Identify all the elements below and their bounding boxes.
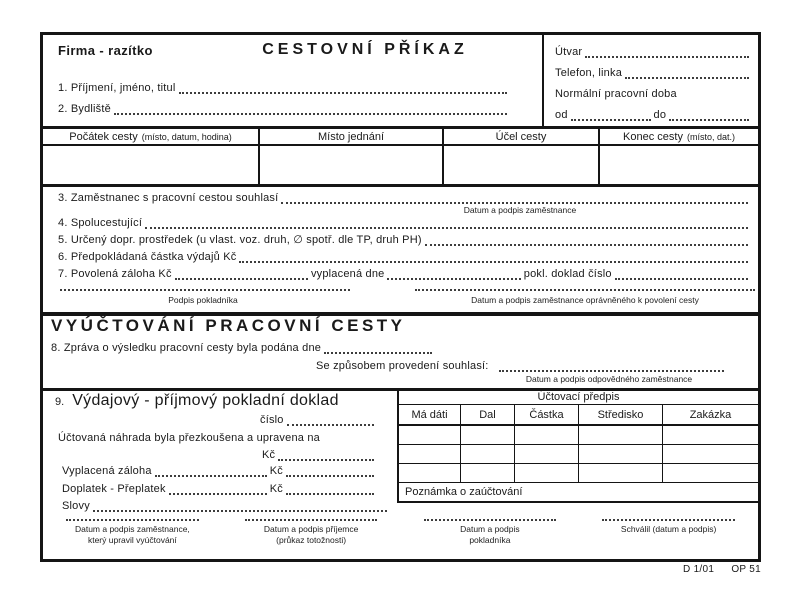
acct-cell[interactable] [515,445,579,463]
consent-row [58,191,751,205]
field-od[interactable] [571,118,651,121]
acct-cell[interactable] [399,445,461,463]
advance-label: 7. Povolená záloha Kč [58,268,172,280]
acct-cell[interactable] [579,426,663,444]
trip-table [43,126,758,187]
trip-col-header-start [43,129,260,146]
acct-cell[interactable] [461,426,515,444]
telefon-row [555,66,752,80]
acct-cell[interactable] [663,464,758,482]
do-label: do [653,109,667,121]
accounting-note-label: Poznámka o zaúčtování [399,483,758,503]
acct-cell[interactable] [461,445,515,463]
expected-costs-label: 6. Předpokládaná částka výdajů Kč [58,251,237,263]
acct-cell[interactable] [399,464,461,482]
words-label: Slovy [62,500,90,512]
signature-caption: Datum a podpis [460,524,520,534]
accounting-table-header [399,405,758,426]
reviewed-row [58,431,320,445]
reviewed-kc-row [262,448,377,462]
signature-caption: pokladníka [469,534,511,545]
field-doc-number[interactable] [615,277,748,280]
acct-cell[interactable] [515,464,579,482]
signature-caption: Datum a podpis zaměstnance, [74,524,190,534]
col-ma-dati: Má dáti [399,405,461,424]
acct-cell[interactable] [399,426,461,444]
trip-cell-end[interactable] [600,146,758,184]
signature-caption: který upravil vyúčtování [87,534,177,545]
trip-cell-purpose[interactable] [444,146,600,184]
advance-paid-label: Vyplacená záloha [62,465,152,477]
kc-label: Kč [269,465,283,477]
pracovni-doba-label: Normální pracovní doba [555,88,677,100]
reviewed-label: Účtovaná náhrada byla přezkoušena a upravena na [58,432,320,444]
header-right-panel [555,45,752,122]
agree-row [316,359,727,373]
telefon-label: Telefon, linka [555,67,623,79]
signature-caption: Datum a podpis příjemce [263,524,359,534]
signature-block-recipient [222,519,401,545]
field-companions[interactable] [145,226,748,229]
acct-cell[interactable] [663,445,758,463]
expected-costs-row [58,250,751,264]
accounting-table-title: Účtovací předpis [399,391,758,405]
print-code: OP 51 [731,564,761,575]
col-sublabel: (místo, dat.) [686,131,735,142]
col-stredisko: Středisko [579,405,663,424]
signature-block-cashier [401,519,580,545]
field-telefon[interactable] [625,76,749,79]
advance-paid-row [62,464,377,478]
utvar-label: Útvar [555,46,583,58]
acct-cell[interactable] [579,445,663,463]
col-label: Účel cesty [495,130,547,143]
form-code: D 1/01 [682,564,715,575]
field-final-approval-signature[interactable] [602,519,734,521]
name-label: 1. Příjmení, jméno, titul [58,82,176,94]
field-adjuster-signature[interactable] [66,519,198,521]
acct-cell[interactable] [663,426,758,444]
doc-number-label: pokl. doklad číslo [523,268,612,280]
advance-row [58,267,751,281]
accounting-row [399,426,758,445]
words-row [62,499,390,513]
form-codes [0,564,761,575]
header-vertical-divider [542,35,544,126]
acct-cell[interactable] [461,464,515,482]
field-advance-paid[interactable] [155,474,267,477]
accounting-row [399,445,758,464]
col-label: Konec cesty [623,130,683,143]
field-consent[interactable] [281,201,748,204]
trip-cell-start[interactable] [43,146,260,184]
field-amount-words[interactable] [93,509,387,512]
companions-label: 4. Spolucestující [58,217,143,229]
col-sublabel: (místo, datum, hodina) [141,131,232,142]
signature-caption: (průkaz totožnosti) [276,534,347,545]
utvar-row [555,45,752,59]
col-dal: Dal [461,405,515,424]
paid-on-label: vyplacená dne [310,268,385,280]
field-advance-amount[interactable] [175,277,308,280]
signature-block-approver [579,519,758,545]
cislo-label: číslo [260,414,284,426]
field-transport[interactable] [425,243,748,246]
kc-label: Kč [269,483,283,495]
cashier-signature-caption: Podpis pokladníka [168,295,238,305]
field-cashier-signature[interactable] [60,289,350,291]
balance-label: Doplatek - Přeplatek [62,483,166,495]
field-reviewed-kc[interactable] [278,458,374,461]
field-approver-signature[interactable] [415,289,755,291]
field-expected-costs[interactable] [239,260,748,263]
report-label: 8. Zpráva o výsledku pracovní cesty byla podána dne [51,342,322,354]
address-row [58,102,510,116]
field-utvar[interactable] [585,55,749,58]
col-zakazka: Zakázka [689,408,732,421]
field-balance[interactable] [169,492,267,495]
od-do-row [555,108,752,122]
form-title: CESTOVNÍ PŘÍKAZ [262,41,468,58]
address-label: 2. Bydliště [58,103,111,115]
signature-block-adjuster [43,519,222,545]
voucher-number: 9. [55,396,65,408]
col-label: Počátek cesty [69,130,138,143]
field-do[interactable] [669,118,749,121]
acct-cell[interactable] [515,426,579,444]
field-address[interactable] [114,112,507,115]
form-border [40,32,761,562]
col-castka: Částka [515,405,579,424]
acct-cell[interactable] [579,464,663,482]
field-voucher-number[interactable] [287,423,374,426]
trip-col-header-purpose [444,129,600,146]
name-row [58,81,510,95]
kc-label: Kč [262,449,276,461]
signature-caption: Schválil (datum a podpis) [620,524,717,534]
field-paid-date[interactable] [387,277,520,280]
field-advance-paid-kc[interactable] [286,474,374,477]
trip-col-header-end [600,129,758,146]
approver-signature-caption: Datum a podpis zaměstnance oprávněného k povolení cesty [471,295,699,305]
field-report-date[interactable] [324,351,432,354]
company-stamp-label: Firma - razítko [58,43,153,58]
settlement-title: VYÚČTOVÁNÍ PRACOVNÍ CESTY [51,316,406,335]
col-label: Místo jednání [317,130,385,143]
voucher-title: Výdajový - příjmový pokladní doklad [72,392,339,409]
consent-caption: Datum a podpis zaměstnance [463,205,577,215]
pracovni-doba-row [555,87,752,101]
bottom-signatures [43,519,758,545]
voucher-cislo-row [260,413,377,427]
od-label: od [555,109,568,121]
report-row [51,341,435,355]
transport-label: 5. Určený dopr. prostředek (u vlast. voz. druh, ∅ spotř. dle TP, druh PH) [58,234,422,246]
field-agree-signature[interactable] [499,369,724,372]
trip-col-header-place [260,129,444,146]
field-balance-kc[interactable] [286,492,374,495]
agree-label: Se způsobem provedení souhlasí: [316,360,489,372]
accounting-row [399,464,758,483]
field-cashier-bottom-signature[interactable] [424,519,556,521]
transport-row [58,233,751,247]
trip-cell-place[interactable] [260,146,444,184]
companions-row [58,216,751,230]
consent-label: 3. Zaměstnanec s pracovní cestou souhlasí [58,192,279,204]
field-recipient-signature[interactable] [245,519,377,521]
balance-row [62,482,377,496]
field-name[interactable] [179,91,508,94]
accounting-table [397,391,758,503]
voucher-title-row [55,392,339,410]
agree-caption: Datum a podpis odpovědného zaměstnance [525,374,693,384]
